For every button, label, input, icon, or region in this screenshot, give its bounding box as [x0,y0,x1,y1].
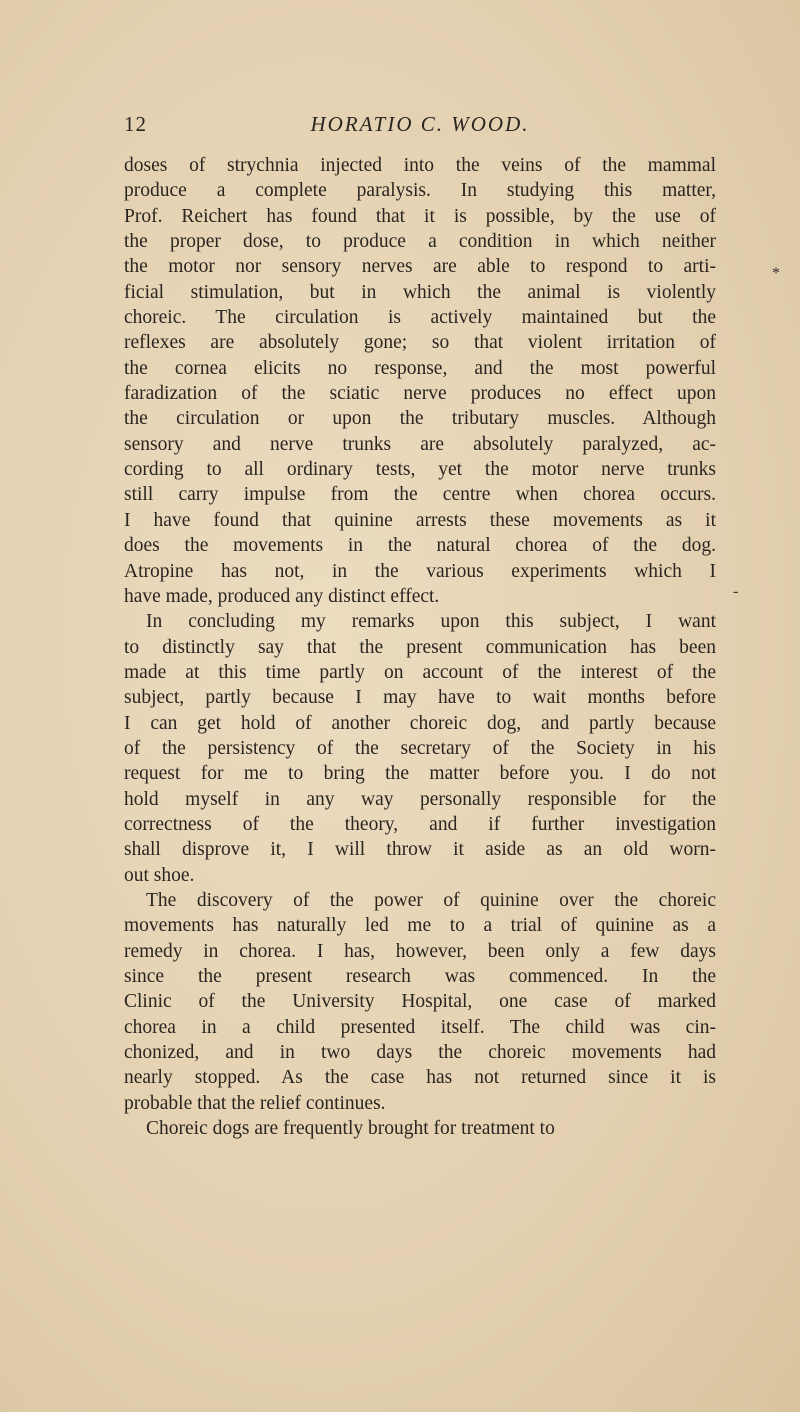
text-line: subject, partly because I may have to wait months before [124,687,716,709]
margin-mark-dash: - [733,583,739,600]
text-line: still carry impulse from the centre when chorea occurs. [124,484,716,506]
text-line: The discovery of the power of quinine over the choreic [146,889,716,911]
text-line: out shoe. [124,864,195,886]
text-line: chorea in a child presented itself. The child was cin- [124,1016,716,1038]
text-line: Atropine has not, in the various experiments which I [124,560,716,582]
text-line: chonized, and in two days the choreic movements had [124,1042,716,1064]
text-line: reflexes are absolutely gone; so that violent irritation of [124,332,716,354]
text-line: cording to all ordinary tests, yet the motor nerve trunks [124,459,716,481]
text-line: In concluding my remarks upon this subject, I want [146,611,716,633]
margin-mark-asterisk: * [772,265,780,282]
text-line: probable that the relief continues. [124,1092,386,1114]
text-line: the proper dose, to produce a condition in which neither [124,231,716,253]
text-line: choreic. The circulation is actively maintained but the [124,307,716,329]
text-line: made at this time partly on account of the interest of the [124,661,716,683]
text-line: the motor nor sensory nerves are able to respond to arti- [124,256,716,278]
text-line: remedy in chorea. I has, however, been only a few days [124,940,716,962]
text-line: since the present research was commenced. In the [124,966,716,987]
body-text [124,153,716,1141]
text-line: Clinic of the University Hospital, one case of marked [124,991,716,1013]
text-line: movements has naturally led me to a trial of quinine as a [124,915,716,937]
text-line: the cornea elicits no response, and the most powerful [124,357,716,379]
text-line: sensory and nerve trunks are absolutely paralyzed, ac- [124,433,716,455]
text-line: does the movements in the natural chorea of the dog. [124,535,716,557]
text-line: nearly stopped. As the case has not returned since it is [124,1067,716,1089]
page-number: 12 [124,112,147,136]
text-line: I can get hold of another choreic dog, and partly because [124,712,716,734]
text-line: hold myself in any way personally responsible for the [124,788,716,810]
text-line: I have found that quinine arrests these movements as it [124,509,716,531]
text-line: doses of strychnia injected into the veins of the mammal [124,155,716,176]
text-line: of the persistency of the secretary of the Society in his [124,737,716,759]
text-line: Prof. Reichert has found that it is possible, by the use of [124,205,716,227]
text-line: request for me to bring the matter before you. I do not [124,763,716,785]
text-line: correctness of the theory, and if further investigation [124,813,716,835]
text-line: shall disprove it, I will throw it aside as an old worn- [124,839,716,861]
text-line: faradization of the sciatic nerve produces no effect upon [124,383,716,405]
text-line: ficial stimulation, but in which the animal is violently [124,281,716,303]
text-line: the circulation or upon the tributary muscles. Although [124,408,716,430]
text-line: produce a complete paralysis. In studying this matter, [124,180,716,202]
text-line: have made, produced any distinct effect. [124,585,440,607]
running-head [124,112,716,140]
running-title: HORATIO C. WOOD. [310,112,530,136]
text-line: Choreic dogs are frequently brought for treatment to [146,1118,555,1140]
text-line: to distinctly say that the present communication has been [124,636,716,658]
